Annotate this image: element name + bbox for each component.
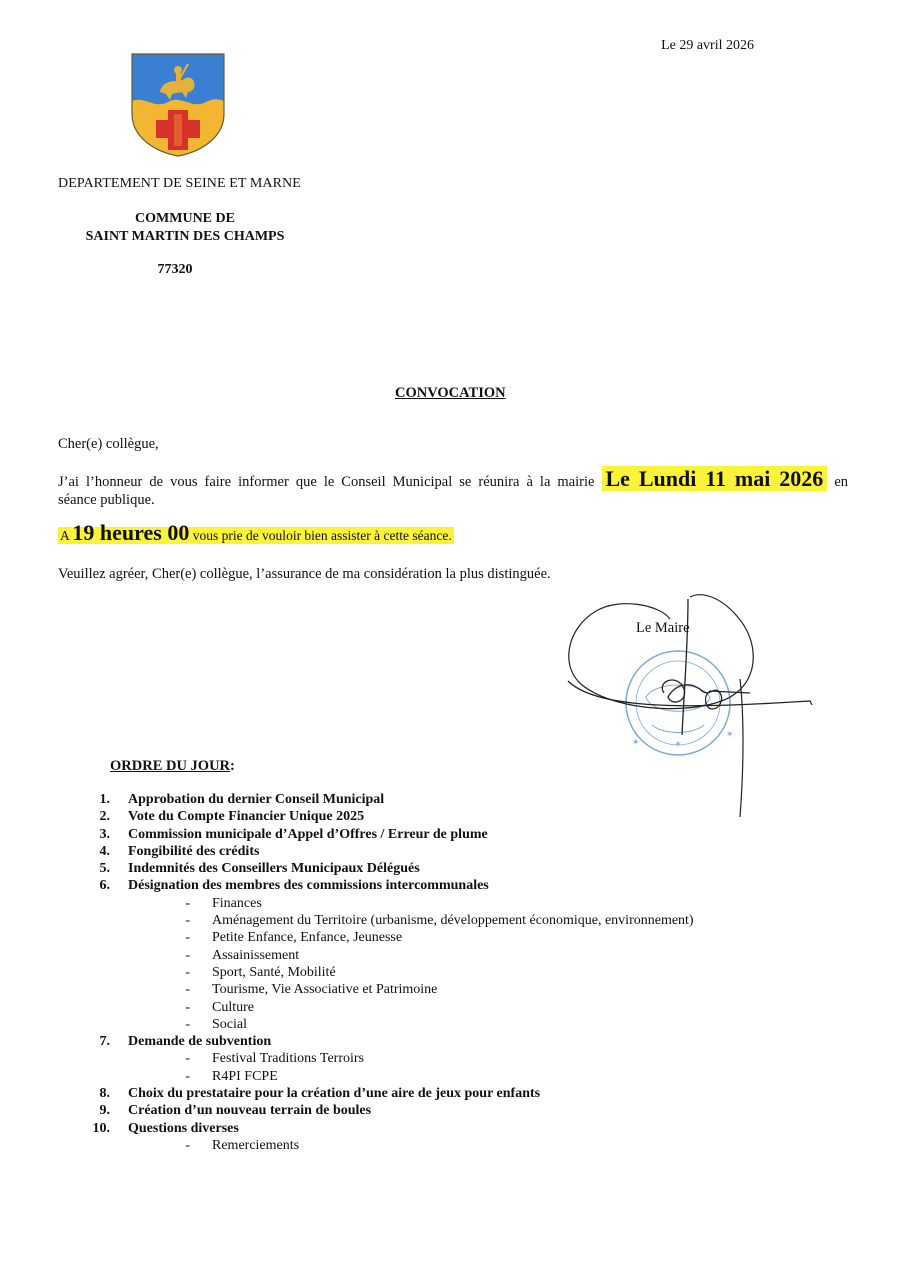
meeting-date-highlight: Le Lundi 11 mai 2026 (602, 466, 828, 491)
invitation-line-2: séance publique. (58, 492, 155, 508)
agenda-item-number-text: 3. (99, 826, 110, 842)
agenda-subitem-text: Tourisme, Vie Associative et Patrimoine (212, 982, 438, 998)
agenda-item-number (58, 826, 110, 843)
agenda-item-text: Création d’un nouveau terrain de boules (128, 1103, 372, 1119)
meeting-time: 19 heures 00 (72, 520, 190, 545)
agenda-item (58, 860, 694, 877)
invitation-text-end: en (834, 474, 848, 490)
meeting-time-highlight (58, 520, 454, 545)
agenda-subitem-text: Culture (212, 999, 254, 1015)
agenda-item-number-text: 5. (99, 861, 110, 877)
agenda-subitem-text: Remerciements (212, 1137, 300, 1153)
agenda-subitem (58, 981, 694, 998)
agenda-item-number (58, 843, 110, 860)
dash-bullet-icon: - (185, 895, 190, 911)
agenda-item (58, 1033, 694, 1050)
agenda-subitem (58, 964, 694, 981)
agenda-subitem (58, 929, 694, 946)
agenda-title-text: ORDRE DU JOUR (110, 758, 231, 774)
agenda-subitem-text: Sport, Santé, Mobilité (212, 964, 336, 980)
agenda-subitem (58, 1016, 694, 1033)
agenda-item-text: Commission municipale d’Appel d’Offres / Erreur de plume (128, 826, 488, 842)
agenda-item-number (58, 1120, 110, 1137)
agenda-item-text: Approbation du dernier Conseil Municipal (128, 792, 385, 807)
agenda-item-number-text: 7. (99, 1034, 110, 1050)
mayor-label: Le Maire (636, 620, 690, 636)
dash-bullet-icon: - (185, 913, 190, 929)
postcode: 77320 (157, 262, 193, 277)
coat-of-arms-icon (130, 52, 226, 158)
dash-bullet-icon: - (185, 1051, 190, 1067)
agenda-title-colon: : (230, 758, 235, 774)
agenda-item (58, 1085, 694, 1102)
agenda-item-text: Indemnités des Conseillers Municipaux Délégués (128, 861, 420, 877)
agenda-item-number-text: 10. (92, 1120, 110, 1136)
svg-text:✶: ✶ (674, 740, 682, 750)
agenda-item-number (58, 877, 110, 894)
agenda-item-number-text: 2. (99, 809, 110, 825)
agenda-item (58, 877, 694, 894)
dash-bullet-icon: - (185, 947, 190, 963)
agenda-item-number-text: 4. (99, 843, 110, 859)
time-paragraph (58, 518, 454, 551)
agenda-subitem (58, 912, 694, 929)
agenda-item-text: Demande de subvention (128, 1034, 272, 1050)
agenda-item-number (58, 1102, 110, 1119)
dash-bullet-icon: - (185, 930, 190, 946)
agenda-item-number (58, 860, 110, 877)
agenda-item-number-text: 6. (99, 878, 110, 894)
invitation-line-1 (58, 466, 848, 491)
invitation-text: J’ai l’honneur de vous faire informer que le Conseil Municipal se réunira à la mairie (58, 474, 595, 490)
department-name: DEPARTEMENT DE SEINE ET MARNE (58, 176, 301, 191)
agenda-subitem-text: R4PI FCPE (212, 1068, 278, 1084)
agenda-item-number (58, 808, 110, 825)
svg-text:✶: ✶ (632, 738, 640, 748)
agenda-subitem-text: Assainissement (212, 947, 300, 963)
agenda-item (58, 843, 694, 860)
agenda-item (58, 808, 694, 825)
agenda-item-number-text: 8. (99, 1086, 110, 1102)
agenda-subitem (58, 1050, 694, 1067)
commune-line-2: SAINT MARTIN DES CHAMPS (85, 229, 285, 244)
dash-bullet-icon: - (185, 982, 190, 998)
commune-line-1: COMMUNE DE (135, 211, 235, 226)
agenda-item (58, 1120, 694, 1137)
agenda-subitem-text: Aménagement du Territoire (urbanisme, développement économique, environnement) (212, 913, 694, 929)
agenda-item-text: Désignation des membres des commissions intercommunales (128, 878, 489, 894)
agenda-item-number (58, 1085, 110, 1102)
agenda-item-number (58, 791, 110, 808)
agenda-subitem (58, 1137, 694, 1154)
time-prefix: A (60, 528, 70, 543)
closing-paragraph: Veuillez agréer, Cher(e) collègue, l’assurance de ma considération la plus distinguée. (58, 566, 551, 582)
agenda-subitem (58, 1068, 694, 1085)
agenda-item-text: Fongibilité des crédits (128, 843, 260, 859)
agenda-item-text: Questions diverses (128, 1120, 239, 1136)
agenda-item-number-text: 9. (99, 1103, 110, 1119)
salutation: Cher(e) collègue, (58, 436, 159, 452)
document-title: CONVOCATION (395, 385, 506, 401)
agenda-subitem-text: Festival Traditions Terroirs (212, 1051, 364, 1067)
agenda-title (110, 758, 235, 775)
agenda-item-number (58, 1033, 110, 1050)
dash-bullet-icon: - (185, 1068, 190, 1084)
agenda-subitem-text: Finances (212, 895, 262, 911)
agenda-item-text: Choix du prestataire pour la création d’une aire de jeux pour enfants (128, 1086, 541, 1102)
agenda-list (58, 791, 694, 1154)
agenda-item (58, 1102, 694, 1119)
dash-bullet-icon: - (185, 999, 190, 1015)
svg-text:✶: ✶ (726, 730, 734, 740)
agenda-subitem (58, 895, 694, 912)
agenda-item-number-text: 1. (99, 792, 110, 807)
commune-name (58, 210, 312, 246)
dash-bullet-icon: - (185, 1016, 190, 1032)
agenda-subitem-text: Social (212, 1016, 247, 1032)
invitation-paragraph (58, 466, 848, 509)
signature-stamp-icon (560, 585, 820, 825)
time-sentence: vous prie de vouloir bien assister à cette séance. (192, 528, 452, 543)
agenda-item-text: Vote du Compte Financier Unique 2025 (128, 809, 365, 825)
agenda-item (58, 826, 694, 843)
agenda-subitem (58, 947, 694, 964)
dash-bullet-icon: - (185, 964, 190, 980)
letter-date: Le 29 avril 2026 (661, 38, 754, 53)
agenda-item (58, 791, 694, 808)
agenda-subitem (58, 999, 694, 1016)
dash-bullet-icon: - (185, 1137, 190, 1153)
agenda-subitem-text: Petite Enfance, Enfance, Jeunesse (212, 930, 403, 946)
